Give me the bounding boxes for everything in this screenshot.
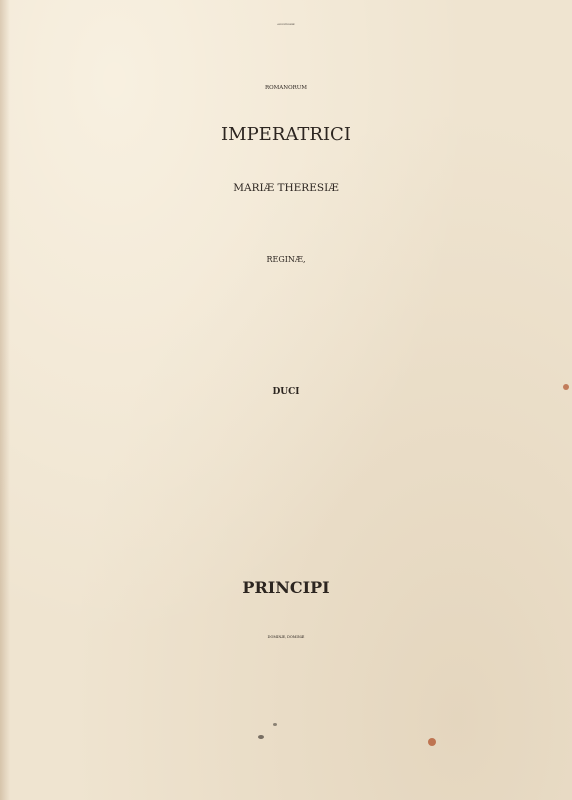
foxing-spot	[428, 738, 436, 746]
dedication-line-3: ROMANORUM	[265, 85, 307, 91]
dedication-line-4: IMPERATRICI	[221, 124, 351, 145]
dedication-line-7: REGINÆ,	[266, 255, 306, 264]
dedication-line-5: MARIÆ THERESIÆ	[233, 182, 339, 194]
dedication-line-1: AUGUSTISSIMÆ	[277, 24, 295, 26]
ink-speck	[258, 735, 264, 739]
page-edge-shadow	[0, 0, 10, 800]
foxing-spot	[563, 384, 569, 390]
dedication-line-23: DOMINÆ, DOMINÆ	[267, 635, 305, 639]
ink-speck	[273, 723, 277, 726]
dedication-line-21: PRINCIPI	[242, 578, 330, 597]
dedication-line-12: DUCI	[272, 387, 300, 397]
